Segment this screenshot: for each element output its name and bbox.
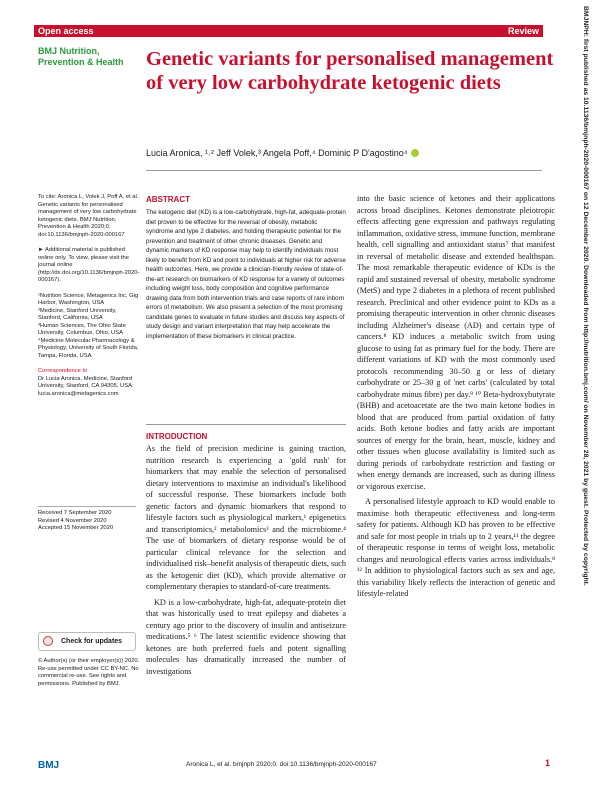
page-number: 1 bbox=[545, 758, 551, 768]
title-divider bbox=[146, 170, 542, 171]
right-column bbox=[357, 193, 555, 600]
article-type-label: Review bbox=[507, 26, 539, 36]
abstract-text: The ketogenic diet (KD) is a low-carbohydrate, high-fat, adequate-protein diet proven to be effective for the reversal of obesity, metabolic syndrome and type 2 diabetes, and holding therapeutic potential for the prevention and treatment of other chronic diseases. Genetic and dynamic markers of KD response may help to identify individuals most likely to benefit from KD and point to individuals at higher risk for adverse health outcomes. Here, we provide a clinician-friendly review of state-of-the-art research on biomarkers of KD response for a variety of outcomes including weight loss, body composition and cognitive performance drawing data from both intervention trials and case reports of rare inborn errors of metabolism. We also present a selection of the most promising candidate genes to evaluate in future studies and discuss key aspects of study design and variant interpretation that may help accelerate the implementation of these biomarkers in clinical practice. bbox=[146, 209, 346, 340]
revised-date: Revised 4 November 2020 bbox=[38, 517, 107, 524]
cite-block: To cite: Aronica L, Volek J, Poff A, et al. Genetic variants for personalised management of very low carbohydrate ketogenic diets. BMJ Nutrition, Prevention & Health 2020;0. doi:10.1136/bmjnph-2020-000167 bbox=[38, 194, 139, 238]
journal-brand-line-2: Prevention & Health bbox=[38, 56, 124, 67]
paragraph: As the field of precision medicine is gaining traction, nutrition research is experiencing a 'gold rush' for biomarkers that may enable the selection of personalised dietary interventions to maximise an individual's likelihood of successful response. These biomarkers include both genetic factors and dynamic biomarkers that respond to lifestyle factors such as physiological markers,¹ epigenetics and transcriptomics,² metabolomics³ and the microbiome.⁴ The use of biomarkers of dietary response would be of particular clinical relevance for the selection and individualised risk–benefit analysis of therapeutic diets, such as the ketogenic diet (KD), which provide alternative or complementary therapies to standard-of-care treatments. bbox=[146, 444, 346, 591]
abstract-divider bbox=[146, 424, 346, 425]
affiliation: ¹Nutrition Science, Metagenics Inc, Gig Harbor, Washington, USA bbox=[38, 292, 139, 306]
orcid-icon[interactable] bbox=[411, 149, 419, 157]
correspondence[interactable]: Dr Lucia Aronica, Medicine, Stanford University, Stanford, CA 94305, USA; lucia.aronica@metagenics.com bbox=[38, 375, 134, 397]
footer-citation: Aronica L, et al. bmjnph 2020;0. doi:10.1136/bmjnph-2020-000167 bbox=[186, 761, 377, 768]
copyright-text: © Author(s) (or their employer(s)) 2020. Re-use permitted under CC BY-NC. No commercial re-use. See rights and permissions. Published by BMJ. bbox=[38, 658, 140, 687]
check-for-updates-button[interactable] bbox=[38, 632, 136, 651]
check-updates-icon bbox=[43, 636, 53, 646]
header-bar bbox=[34, 25, 543, 37]
author-names: Lucia Aronica, ¹˒² Jeff Volek,³ Angela Poff,⁴ Dominic P D'agostino⁴ bbox=[146, 148, 408, 158]
bmj-logo: BMJ bbox=[38, 760, 60, 771]
paragraph: into the basic science of ketones and their applications across broad disciplines. Ketones demonstrate pleiotropic effects affecting gene expression and pathways regulating inflammation, oxidative stress, immune function, membrane health, cell signalling and antioxidant status⁷ that manifest in reversal of metabolic disease and extended healthspan. The most remarkable therapeutic evidence of KDs is the rapid and sustained reversal of obesity, metabolic syndrome (MetS) and type 2 diabetes in a plethora of recent published research. Preclinical and other evidence point to KDs as a promising therapeutic intervention in other chronic diseases including Alzheimer's disease (AD) and certain type of cancers.⁸ KD induces a metabolic switch from using glucose to using fat as primary fuel for the body. There are different variations of KD with the most commonly used protocols recommending 30–50 g or less of dietary carbohydrate or 25–30 g of 'net carbs' (calculated by total carbohydrate minus fibre) per day.⁹ ¹⁰ Beta-hydroxybutyrate (BHB) and acetoacetate are the two main ketone bodies in blood that are produced from partial oxidation of fatty acids. Both ketone bodies and fatty acids are important sources of energy for the brain, heart, muscle, kidney and other tissues when glucose availability is limited such as during periods of carbohydrate restriction and fasting or when energy demands are increased, such as during illness or vigorous exercise. bbox=[357, 194, 555, 491]
sidebar bbox=[38, 194, 140, 398]
paragraph: A personalised lifestyle approach to KD would enable to maximise both therapeutic effectiveness and long-term safety for patients. Although KD has proven to be effective and safe for most people in trials up to 2 years,¹¹ the degree of therapeutic response in terms of weight loss, metabolic changes and neurological effects varies across individuals.⁸ ¹² In addition to physiological factors such as sex and age, this variability likely reflects the interaction of genetic and lifestyle-related bbox=[357, 497, 555, 598]
journal-brand bbox=[38, 46, 146, 67]
correspondence-heading: Correspondence to bbox=[38, 368, 88, 374]
received-date: Received 7 September 2020 bbox=[38, 510, 112, 516]
affiliation: ⁴Medicine Molecular Pharmacology & Physiology, University of South Florida, Tampa, Florida, USA bbox=[38, 337, 139, 359]
dates-divider bbox=[38, 506, 136, 507]
author-list bbox=[146, 147, 566, 159]
article-title: Genetic variants for personalised management of very low carbohydrate ketogenic diets bbox=[146, 48, 554, 94]
abstract-heading: ABSTRACT bbox=[146, 195, 190, 204]
paragraph: KD is a low-carbohydrate, high-fat, adequate-protein diet that was historically used to treat epilepsy and diabetes a century ago prior to the discovery of insulin and antiseizure medications.⁵ ⁶ The latest scientific evidence showing that ketones are both preferred fuels and potent signalling molecules has dramatically increased the number of investigations bbox=[146, 597, 346, 676]
copyright-block bbox=[38, 658, 140, 688]
open-access-label: Open access bbox=[38, 26, 94, 36]
accepted-date: Accepted 15 November 2020 bbox=[38, 525, 114, 531]
affiliation: ³Human Sciences, The Ohio State University, Columbus, Ohio, USA bbox=[38, 322, 126, 336]
left-column bbox=[146, 443, 346, 677]
journal-brand-line-1: BMJ Nutrition, bbox=[38, 46, 100, 56]
introduction-heading: INTRODUCTION bbox=[146, 432, 208, 441]
dates-block bbox=[38, 510, 140, 533]
affiliations bbox=[38, 293, 140, 361]
check-updates-label: Check for updates bbox=[61, 638, 123, 645]
vertical-copyright-note bbox=[581, 6, 589, 781]
affiliation: ²Medicine, Stanford University, Stanford, California, USA bbox=[38, 307, 117, 321]
additional-material[interactable]: ► Additional material is published online only. To view, please visit the journal online (http://dx.doi.org/10.1136/bmjnph-2020-000167). bbox=[38, 247, 140, 283]
vertical-note-text: BMJNPH: first published as 10.1136/bmjnph-2020-000167 on 12 December 2020. Downloaded from http://nutrition.bmj.com/ on November 28, 2021 by guest. Protected by copyright. bbox=[582, 6, 589, 586]
